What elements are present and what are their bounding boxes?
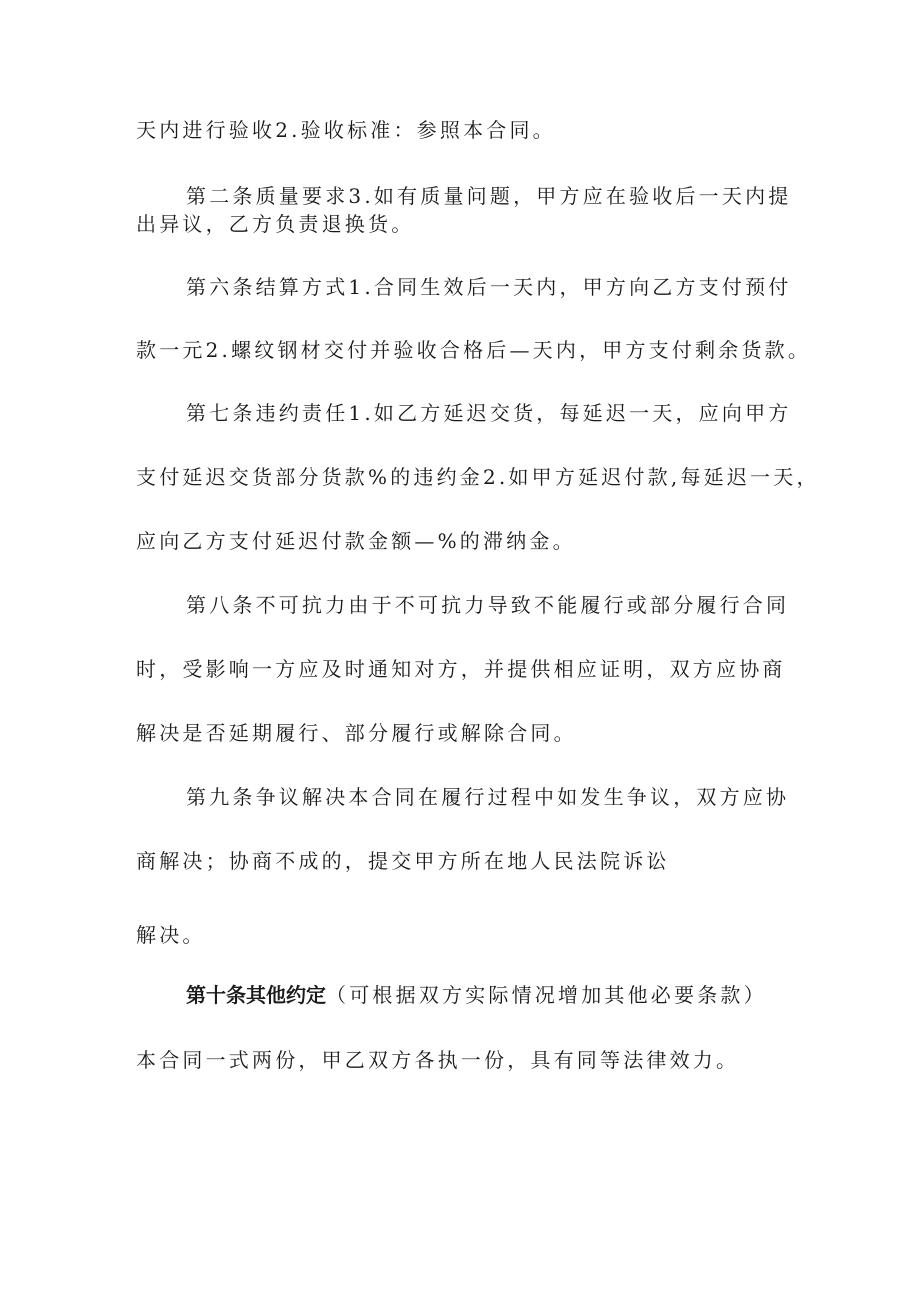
article-7-line: 第七条违约责任1.如乙方延迟交货，每延迟一天，应向甲方 xyxy=(186,401,792,425)
paragraph-line: 解决。 xyxy=(136,923,206,947)
paragraph-line: 时，受影响一方应及时通知对方，并提供相应证明，双方应协商 xyxy=(136,657,786,681)
paragraph-line: 出异议，乙方负责退换货。 xyxy=(136,212,415,236)
article-10-heading: 第十条其他约定 xyxy=(186,983,326,1007)
article-9-line: 第九条争议解决本合同在履行过程中如发生争议，双方应协 xyxy=(186,785,790,809)
article-6-line: 第六条结算方式1.合同生效后一天内，甲方向乙方支付预付 xyxy=(186,275,792,299)
paragraph-line: 商解决；协商不成的，提交甲方所在地人民法院诉讼 xyxy=(136,849,670,873)
article-2-line: 第二条质量要求3.如有质量问题，甲方应在验收后一天内提 xyxy=(186,184,792,208)
article-10-body: 本合同一式两份，甲乙双方各执一份，具有同等法律效力。 xyxy=(136,1048,740,1072)
paragraph-line: 支付延迟交货部分货款%的违约金2.如甲方延迟付款,每延迟一天， xyxy=(136,465,820,489)
paragraph-line: 天内进行验收2.验收标准：参照本合同。 xyxy=(136,118,556,142)
article-10-line xyxy=(186,983,767,1007)
paragraph-line: 应向乙方支付延迟付款金额—%的滞纳金。 xyxy=(136,529,576,553)
article-10-note: （可根据双方实际情况增加其他必要条款） xyxy=(326,983,767,1007)
paragraph-line: 解决是否延期履行、部分履行或解除合同。 xyxy=(136,721,577,745)
paragraph-line: 款一元2.螺纹钢材交付并验收合格后—天内，甲方支付剩余货款。 xyxy=(136,338,812,362)
article-8-line: 第八条不可抗力由于不可抗力导致不能履行或部分履行合同 xyxy=(186,593,790,617)
